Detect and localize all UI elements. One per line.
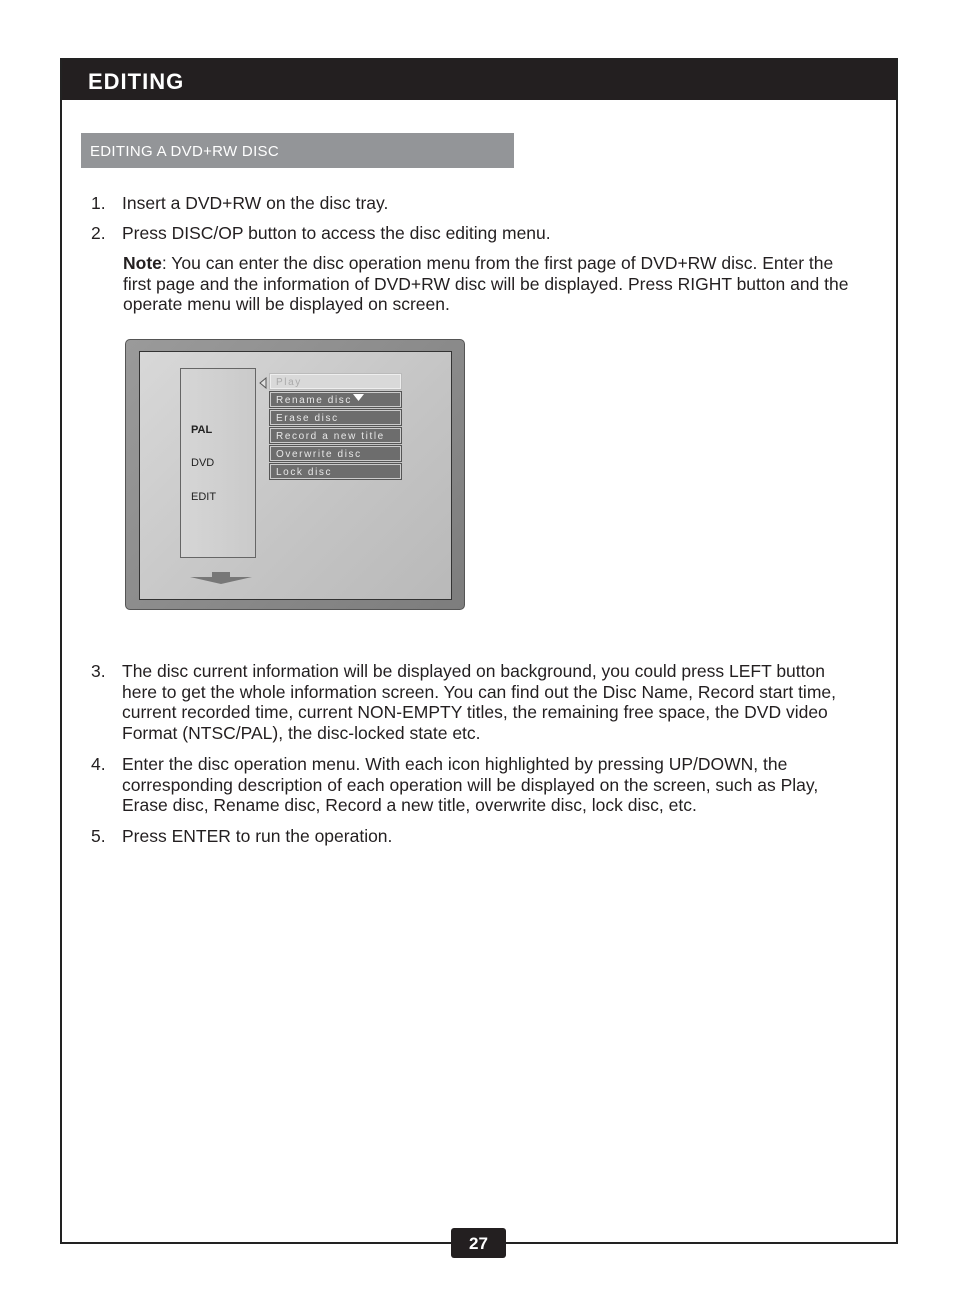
page-frame — [60, 58, 898, 1253]
note-label: Note — [123, 253, 162, 273]
menu-item-rename-disc[interactable] — [270, 392, 401, 407]
step-number: 3. — [91, 661, 106, 681]
page-number-tab — [451, 1228, 506, 1258]
left-arrow-icon — [259, 377, 267, 389]
disc-operation-menu — [270, 374, 401, 482]
step-text: Press ENTER to run the operation. — [122, 826, 393, 846]
info-label-edit: EDIT — [191, 491, 217, 503]
menu-item-overwrite-disc[interactable] — [270, 446, 401, 461]
menu-item-play[interactable] — [270, 374, 401, 389]
info-label-dvd: DVD — [191, 457, 215, 469]
down-arrow-icon — [190, 572, 252, 584]
step-number: 2. — [91, 223, 106, 243]
menu-item-label: Erase disc — [276, 413, 339, 424]
tv-screen-display — [139, 351, 452, 600]
menu-item-record-new-title[interactable] — [270, 428, 401, 443]
down-caret-icon — [353, 394, 364, 402]
step-number: 4. — [91, 754, 106, 774]
menu-item-label: Rename disc — [276, 395, 352, 406]
step-number: 5. — [91, 826, 106, 846]
header-bar — [62, 60, 896, 100]
step-text: The disc current information will be displayed on background, you could press LEFT button here to get the whole information screen. You can find out the Disc Name, Record start time, current recorded time, current NON-EMPTY titles, the remaining free space, the DVD video Format (NTSC/PAL), the disc-locked state etc. — [122, 661, 836, 743]
menu-item-lock-disc[interactable] — [270, 464, 401, 479]
note-text: : You can enter the disc operation menu from the first page of DVD+RW disc. Enter the first page and the information of DVD+RW disc will be displayed. Press RIGHT button and the operate menu will be displayed on screen. — [123, 253, 849, 314]
step-number: 1. — [91, 193, 106, 213]
page-number: 27 — [469, 1234, 488, 1253]
menu-item-label: Record a new title — [276, 431, 385, 442]
info-label-pal: PAL — [191, 424, 213, 436]
step-text: Press DISC/OP button to access the disc editing menu. — [122, 223, 551, 243]
section-heading-bar — [81, 133, 514, 168]
menu-item-label: Overwrite disc — [276, 449, 362, 460]
menu-item-label: Play — [276, 377, 302, 388]
step-text: Enter the disc operation menu. With each icon highlighted by pressing UP/DOWN, the corresponding description of each operation will be displayed on the screen, such as Play, Erase disc, Rename disc, Record a new title, overwrite disc, lock disc, etc. — [122, 754, 819, 815]
step-text: Insert a DVD+RW on the disc tray. — [122, 193, 389, 213]
menu-item-label: Lock disc — [276, 467, 333, 478]
menu-item-erase-disc[interactable] — [270, 410, 401, 425]
disc-info-panel — [180, 368, 256, 558]
section-title: EDITING A DVD+RW DISC — [90, 143, 279, 160]
page-title: EDITING — [88, 69, 185, 94]
tv-screen-figure — [125, 339, 465, 610]
note-paragraph — [123, 253, 853, 315]
